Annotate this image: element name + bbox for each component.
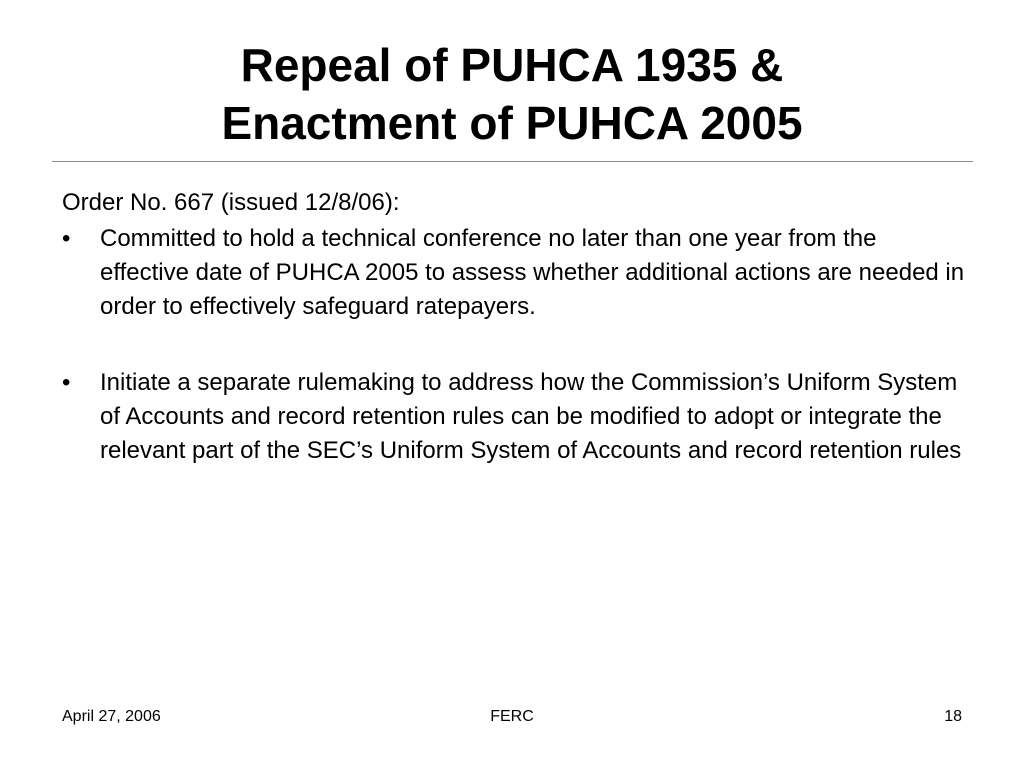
bullet-text: Initiate a separate rulemaking to address how the Commission’s Uniform System of Accounts and record retention rules can be modified to adopt or integrate the relevant part of the SEC’s Uniform System of Accounts and record retention rules [100,369,962,464]
bullet-list [62,222,972,468]
bullet-dot-icon: • [62,225,71,252]
bullet-item-technical-conference [62,222,972,324]
bullet-text: Committed to hold a technical conference no later than one year from the effective date of PUHCA 2005 to assess whether additional actions are needed in order to effectively safeguard ratepayers. [100,225,965,320]
bullet-dot-icon: • [62,369,71,396]
bullet-item-rulemaking [62,366,972,468]
title-divider [52,161,973,162]
slide-body [62,186,972,468]
footer-page-number: 18 [944,708,962,725]
slide-title [52,36,972,152]
footer-date: April 27, 2006 [62,708,161,725]
footer-organization: FERC [490,708,534,725]
slide-title-line-2: Enactment of PUHCA 2005 [221,97,803,149]
order-intro: Order No. 667 (issued 12/8/06): [62,189,400,216]
slide-title-line-1: Repeal of PUHCA 1935 & [240,39,784,91]
